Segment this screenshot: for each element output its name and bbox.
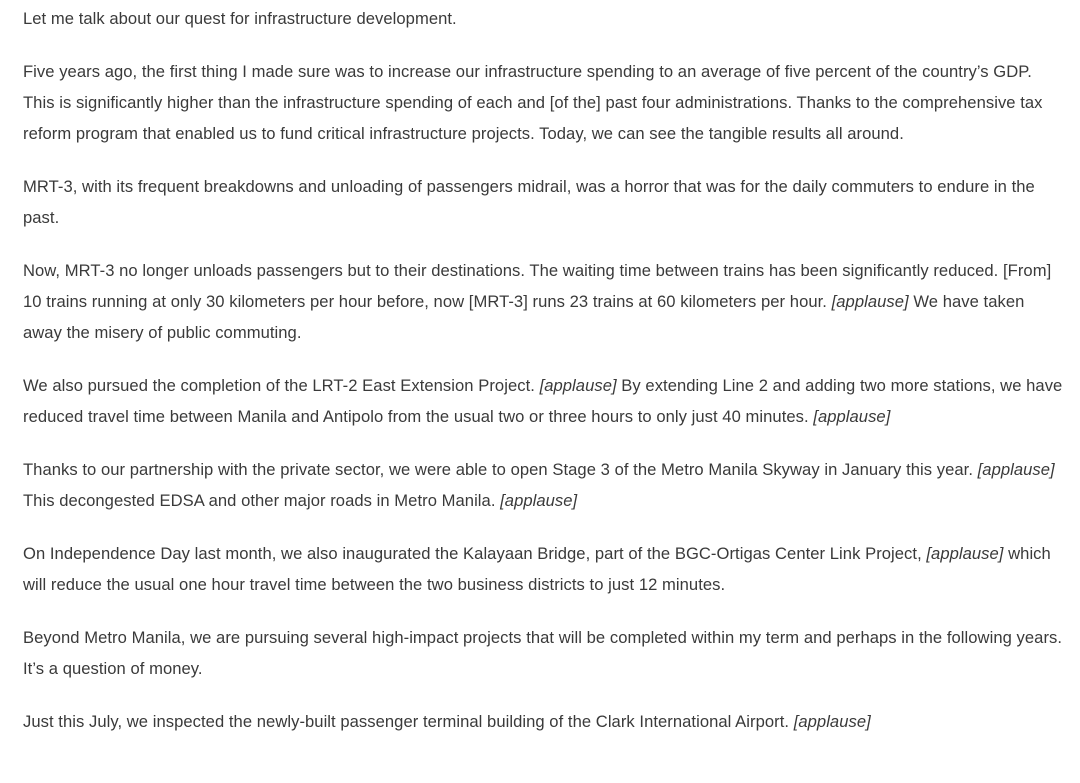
applause-note: [applause] bbox=[926, 544, 1004, 563]
paragraph bbox=[23, 454, 1063, 516]
paragraph bbox=[23, 538, 1063, 600]
paragraph-text: This decongested EDSA and other major roads in Metro Manila. bbox=[23, 491, 501, 510]
paragraph bbox=[23, 171, 1063, 233]
paragraph bbox=[23, 370, 1063, 432]
speech-transcript bbox=[23, 0, 1063, 759]
paragraph-text: We also pursued the completion of the LRT-2 East Extension Project. bbox=[23, 376, 540, 395]
paragraph bbox=[23, 706, 1063, 737]
paragraph-text: Now, MRT-3 no longer unloads passengers but to their destinations. The waiting time between trains has been significantly reduced. [From] 10 trains running at only 30 kilometers per hour before, now [MRT-3] runs 23 trains at 60 kilometers per hour. bbox=[23, 261, 1052, 311]
paragraph-text: Let me talk about our quest for infrastructure development. bbox=[23, 9, 457, 28]
applause-note: [applause] bbox=[539, 376, 617, 395]
paragraph-text: Beyond Metro Manila, we are pursuing several high-impact projects that will be completed within my term and perhaps in the following years. It’s a question of money. bbox=[23, 628, 1063, 678]
applause-note: [applause] bbox=[977, 460, 1055, 479]
paragraph bbox=[23, 56, 1063, 149]
paragraph-text: By extending Line 2 and adding two more stations, we have reduced travel time between Manila and Antipolo from the usual two or three hours to only just 40 minutes. bbox=[23, 376, 1063, 426]
applause-note: [applause] bbox=[500, 491, 578, 510]
paragraph bbox=[23, 255, 1063, 348]
paragraph-text: Just this July, we inspected the newly-built passenger terminal building of the Clark International Airport. bbox=[23, 712, 794, 731]
paragraph-text: On Independence Day last month, we also inaugurated the Kalayaan Bridge, part of the BGC-Ortigas Center Link Project, bbox=[23, 544, 927, 563]
applause-note: [applause] bbox=[813, 407, 891, 426]
paragraph-text: which will reduce the usual one hour travel time between the two business districts to just 12 minutes. bbox=[23, 544, 1051, 594]
applause-note: [applause] bbox=[793, 712, 871, 731]
applause-note: [applause] bbox=[831, 292, 909, 311]
paragraph bbox=[23, 622, 1063, 684]
paragraph-text: We have taken away the misery of public commuting. bbox=[23, 292, 1025, 342]
paragraph-text: Five years ago, the first thing I made sure was to increase our infrastructure spending to an average of five percent of the country’s GDP. This is significantly higher than the infrastructure spending of each and [of the] past four administrations. Thanks to the comprehensive tax reform program that enabled us to fund critical infrastructure projects. Today, we can see the tangible results all around. bbox=[23, 62, 1043, 143]
paragraph-text: MRT-3, with its frequent breakdowns and unloading of passengers midrail, was a horror that was for the daily commuters to endure in the past. bbox=[23, 177, 1035, 227]
paragraph-text: Thanks to our partnership with the private sector, we were able to open Stage 3 of the Metro Manila Skyway in January this year. bbox=[23, 460, 978, 479]
paragraph bbox=[23, 3, 1063, 34]
